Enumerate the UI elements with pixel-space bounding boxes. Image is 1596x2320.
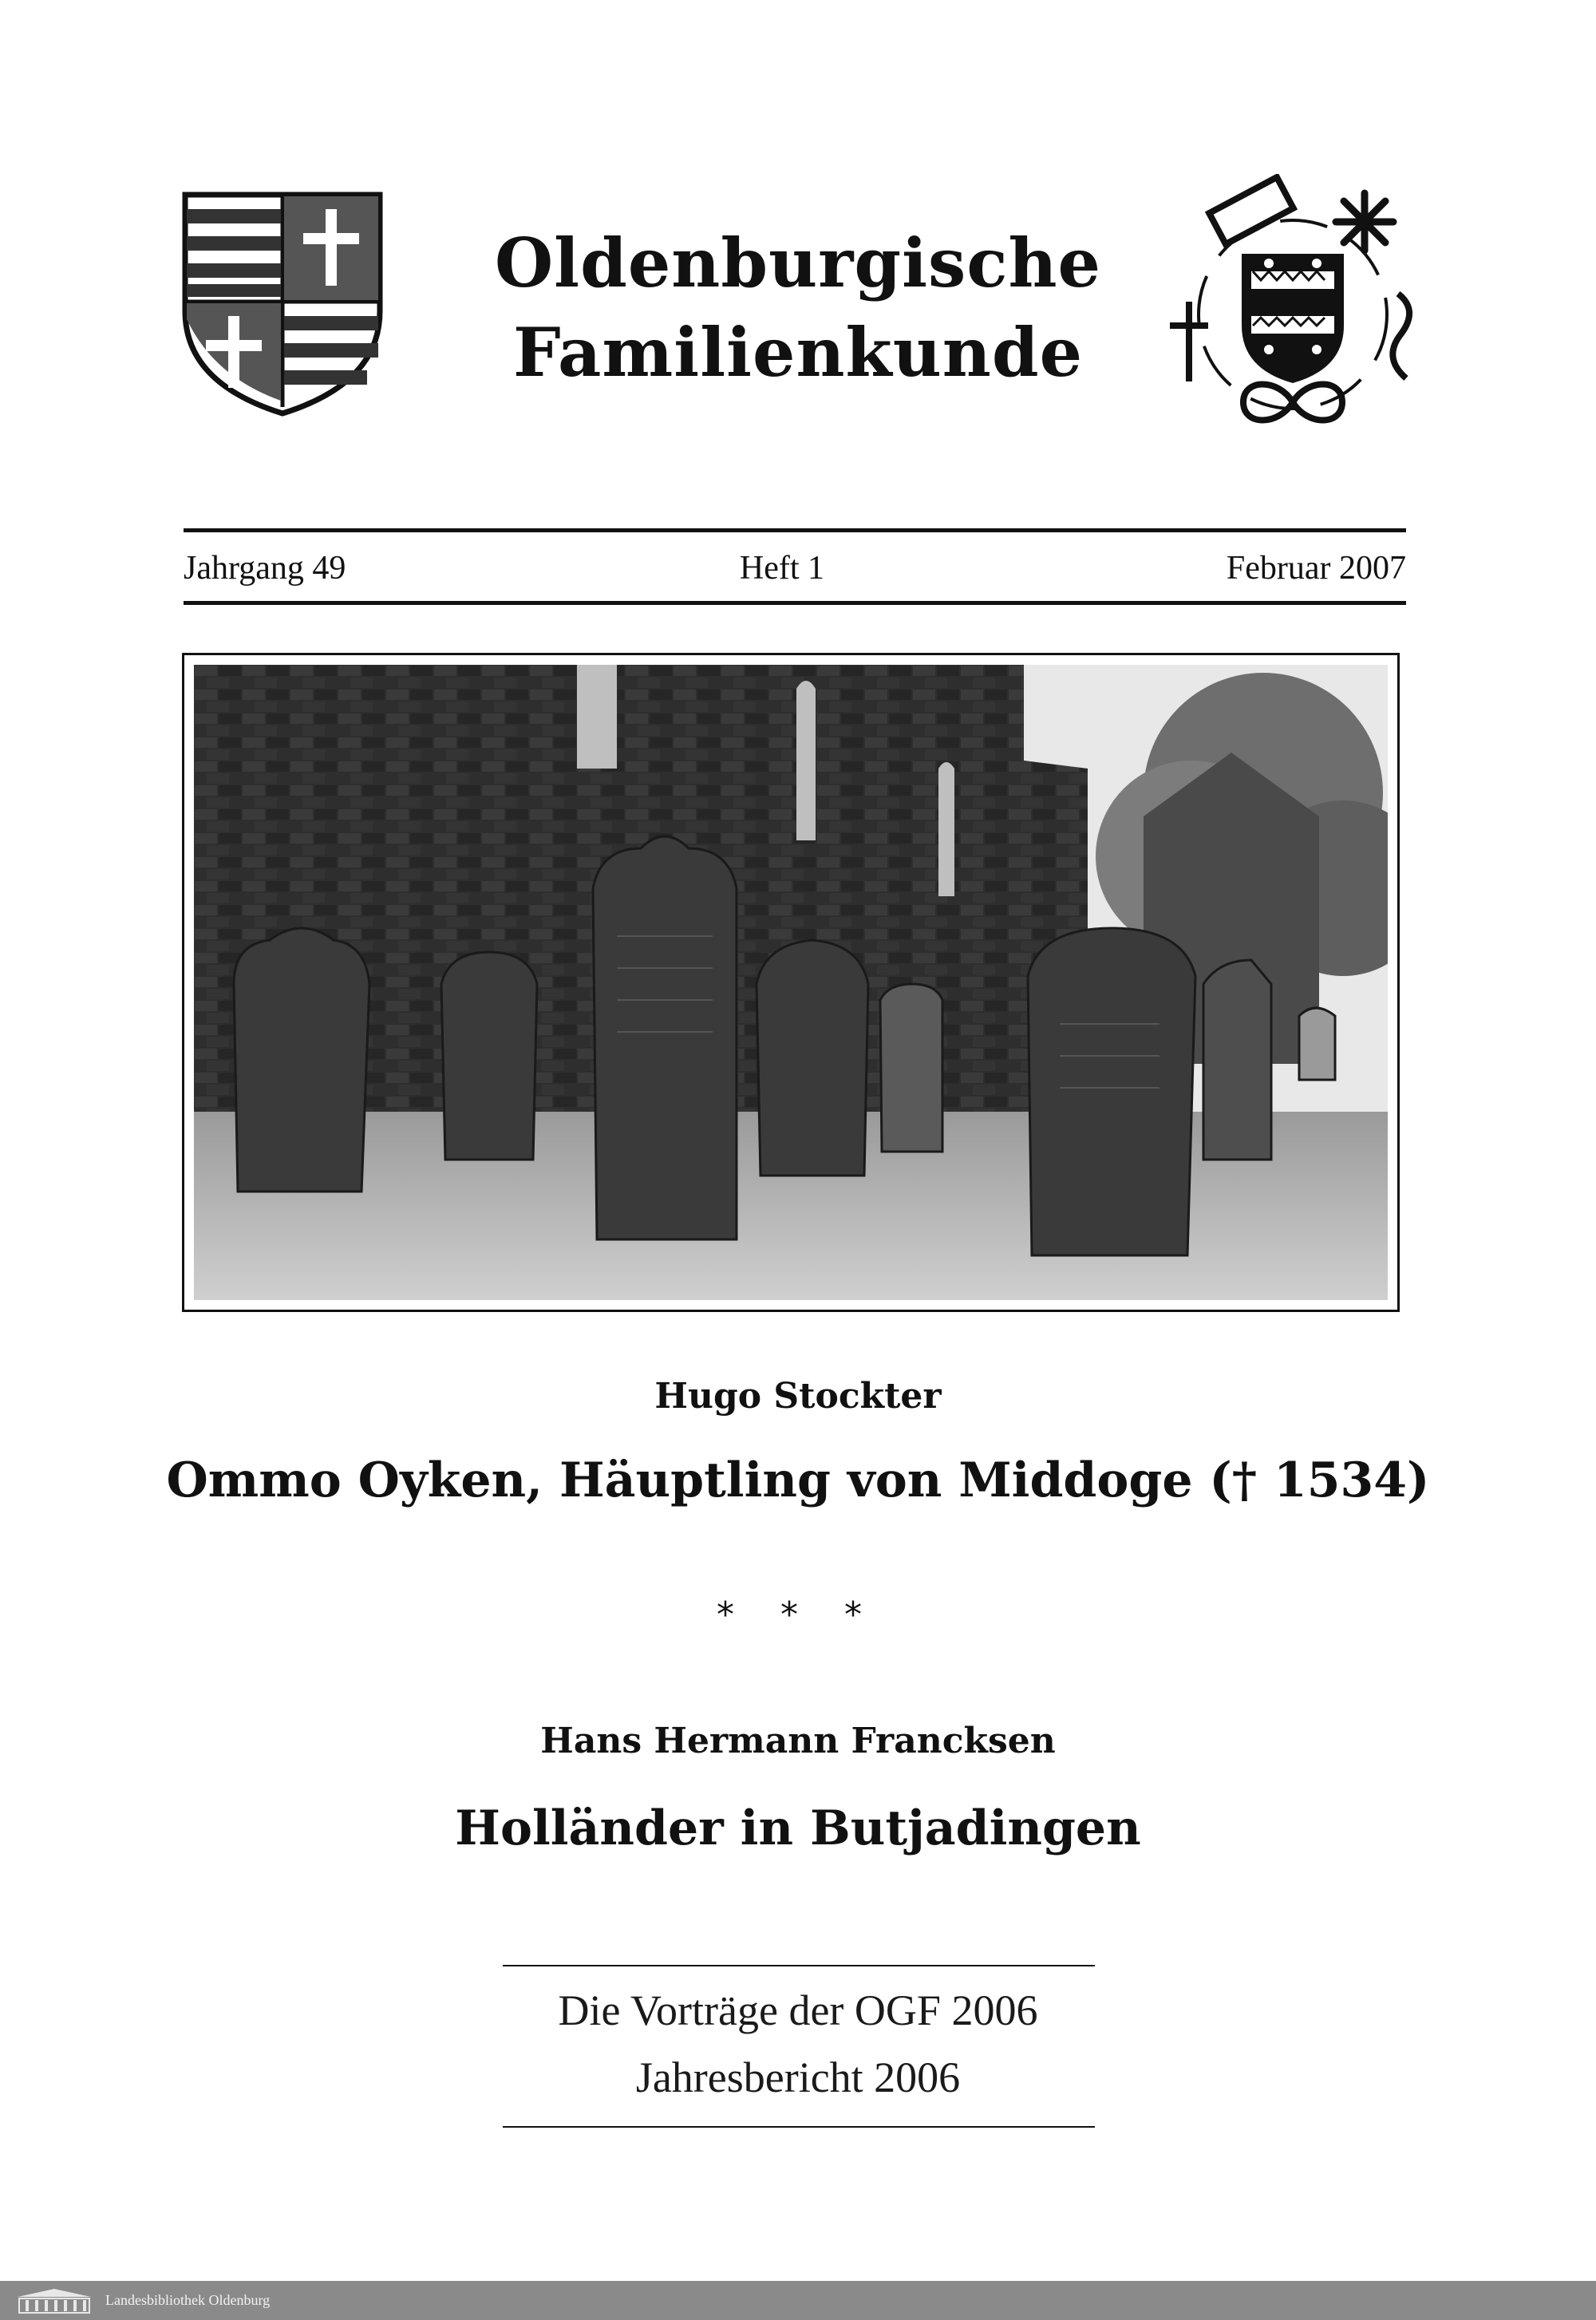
extras-line-2: Jahresbericht 2006	[635, 2053, 961, 2101]
extras-bottom-rule	[503, 2126, 1095, 2128]
issue-date: Februar 2007	[1226, 550, 1406, 587]
genealogy-emblem-icon	[1165, 174, 1420, 437]
cover-photo-churchyard	[194, 665, 1388, 1300]
journal-title-line-1: Oldenburgische	[495, 223, 1101, 302]
oldenburg-coat-of-arms-icon	[182, 192, 383, 417]
issue-bar-bottom-rule	[184, 601, 1406, 605]
article-1-author: Hugo Stockter	[654, 1376, 942, 1417]
library-building-icon	[14, 2287, 94, 2314]
article-2-title: Holländer in Butjadingen	[455, 1800, 1141, 1856]
article-1-title: Ommo Oyken, Häuptling von Middoge († 1534)	[166, 1452, 1430, 1508]
issue-volume: Jahrgang 49	[184, 550, 346, 587]
issue-number: Heft 1	[739, 550, 825, 587]
cover-photo-frame	[182, 653, 1400, 1312]
section-separator: * * *	[717, 1595, 879, 1635]
library-footer-bar	[0, 2281, 1596, 2320]
library-name: Landesbibliothek Oldenburg	[105, 2292, 271, 2308]
extras-line-1: Die Vorträge der OGF 2006	[558, 1986, 1038, 2034]
extras-top-rule	[503, 1965, 1095, 1966]
issue-bar-top-rule	[184, 528, 1406, 532]
journal-title-line-2: Familienkunde	[512, 313, 1084, 392]
article-2-author: Hans Hermann Francksen	[540, 1721, 1056, 1761]
